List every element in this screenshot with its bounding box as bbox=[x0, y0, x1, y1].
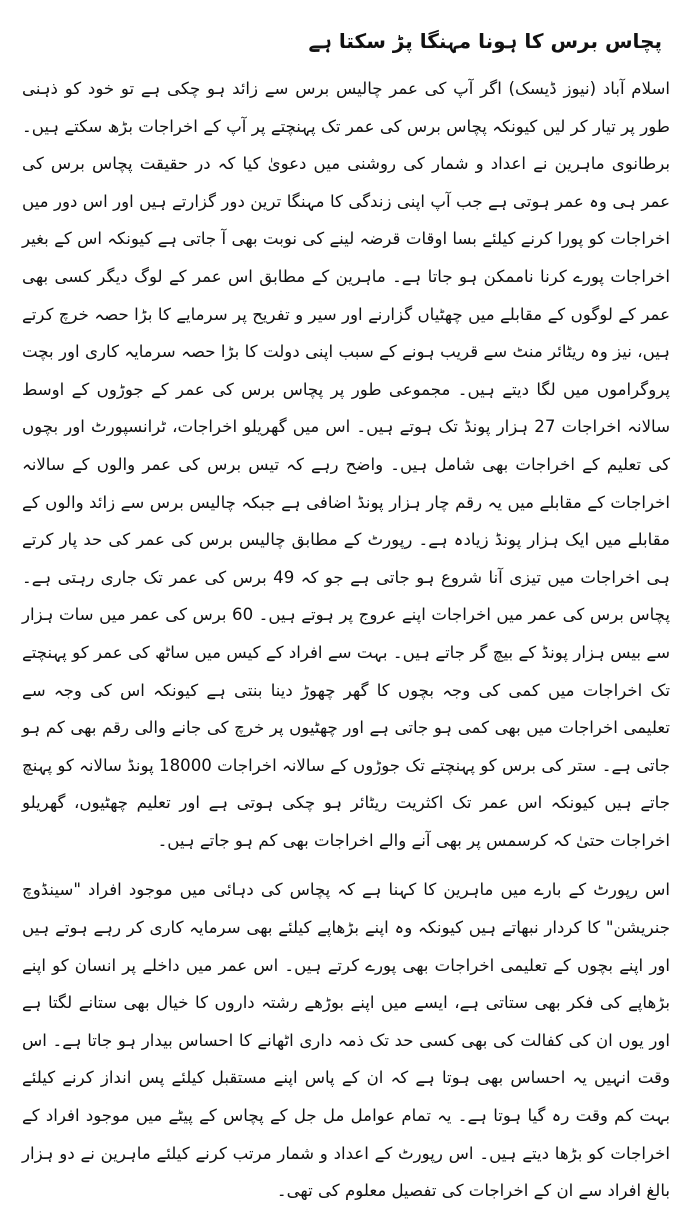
article-paragraph-1: اسلام آباد (نیوز ڈیسک) اگر آپ کی عمر چالیس برس سے زائد ہو چکی ہے تو خود کو ذہنی طور پر تیار کر لیں کیونکہ پچاس برس کی عمر تک پہنچتے پر آپ کے اخراجات بڑھ سکتے ہیں۔ برطانوی ماہرین نے اعداد و شمار کی روشنی میں دعویٰ کیا کہ در حقیقت پچاس برس کی عمر ہی وہ عمر ہوتی ہے جب آپ اپنی زندگی کا مہنگا ترین دور گزارتے ہیں اور اس دور میں اخراجات کو پورا کرنے کیلئے بسا اوقات قرضہ لینے کی نوبت بھی آ جاتی ہے کیونکہ اس کے بغیر اخراجات پورے کرنا ناممکن ہو جاتا ہے۔ ماہرین کے مطابق اس عمر کے لوگ دیگر کسی بھی عمر کے لوگوں کے مقابلے میں چھٹیاں گزارنے اور سیر و تفریح پر سرمایے کا بڑا حصہ خرچ کرتے ہیں، نیز وہ ریٹائر منٹ سے قریب ہونے کے سبب اپنی دولت کا بڑا حصہ سرمایہ کاری اور بچت پروگراموں میں لگا دیتے ہیں۔ مجموعی طور پر پچاس برس کی عمر کے جوڑوں کے اوسط سالانہ اخراجات 27 ہزار پونڈ تک ہوتے ہیں۔ اس میں گھریلو اخراجات، ٹرانسپورٹ اور بچوں کی تعلیم کے اخراجات بھی شامل ہیں۔ واضح رہے کہ تیس برس کی عمر والوں کے سالانہ اخراجات کے مقابلے میں یہ رقم چار ہزار پونڈ اضافی ہے جبکہ چالیس برس سے زائد والوں کے مقابلے میں ایک ہزار پونڈ زیادہ ہے۔ رپورٹ کے مطابق چالیس برس کی عمر کی حد پار کرتے ہی اخراجات میں تیزی آنا شروع ہو جاتی ہے جو کہ 49 برس کی عمر تک جاری رہتی ہے۔ پچاس برس کی عمر میں اخراجات اپنے عروج پر ہوتے ہیں۔ 60 برس کی عمر میں سات ہزار سے بیس ہزار پونڈ کے بیچ گر جاتے ہیں۔ بہت سے افراد کے کیس میں ساٹھ کی عمر کو پہنچتے تک اخراجات میں کمی کی وجہ بچوں کا گھر چھوڑ دینا بنتی ہے کیونکہ اس کی وجہ سے تعلیمی اخراجات میں بھی کمی ہو جاتی ہے اور چھٹیوں پر خرچ کی جانے والی رقم بھی کم ہو جاتی ہے۔ ستر کی برس کو پہنچتے تک جوڑوں کے سالانہ اخراجات 18000 پونڈ سالانہ کو پہنچ جاتے ہیں کیونکہ اس عمر تک اکثریت ریٹائر ہو چکی ہوتی ہے اور تعلیم چھٹیوں، گھریلو اخراجات حتیٰ کہ کرسمس پر بھی آنے والے اخراجات بھی کم ہو جاتے ہیں۔ bbox=[22, 79, 671, 850]
headline: پچاس برس کا ہونا مہنگا پڑ سکتا ہے bbox=[308, 29, 662, 53]
news-article bbox=[22, 24, 670, 1210]
article-paragraph-2: اس رپورٹ کے بارے میں ماہرین کا کہنا ہے کہ پچاس کی دہائی میں موجود افراد "سینڈوچ جنریشن" کا کردار نبھاتے ہیں کیونکہ وہ اپنے بڑھاپے کیلئے بھی سرمایہ کاری کر رہے ہوتے ہیں اور اپنے بچوں کے تعلیمی اخراجات بھی پورے کرتے ہیں۔ اس عمر میں داخلے پر انسان کو اپنے بڑھاپے کی فکر بھی ستاتی ہے، ایسے میں اپنے بوڑھے رشتہ داروں کا خیال بھی ستانے لگتا ہے اور یوں ان کی کفالت کی بھی کسی حد تک ذمہ داری اٹھانے کا احساس بیدار ہو جاتا ہے۔ اس وقت انہیں یہ احساس بھی ہوتا ہے کہ ان کے پاس اپنے مستقبل کیلئے پس انداز کرنے کیلئے بہت کم وقت رہ گیا ہوتا ہے۔ یہ تمام عوامل مل جل کے پچاس کے پیٹے میں موجود افراد کے اخراجات کو بڑھا دیتے ہیں۔ اس رپورٹ کے اعداد و شمار مرتب کرنے کیلئے ماہرین نے دو ہزار بالغ افراد سے ان کے اخراجات کی تفصیل معلوم کی تھی۔ bbox=[22, 880, 670, 1201]
